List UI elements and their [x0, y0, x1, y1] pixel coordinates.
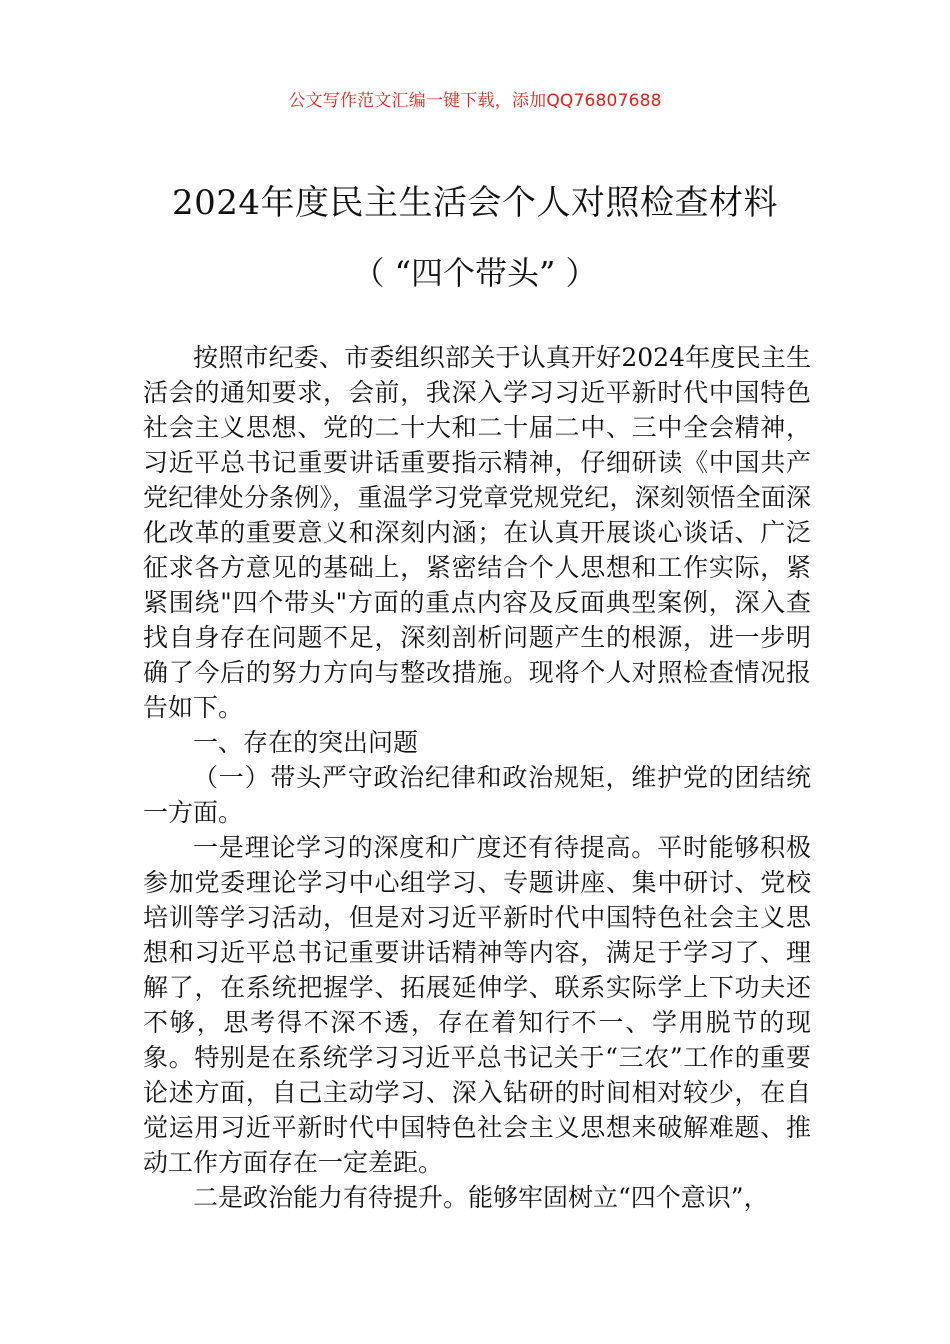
body-paragraph: 二是政治能力有待提升。能够牢固树立“四个意识”， — [193, 1183, 769, 1212]
body-paragraph: 一是理论学习的深度和广度还有待提高。平时能够积极参加党委理论学习中心组学习、专题讲座、集中研讨、党校培训等学习活动，但是对习近平新时代中国特色社会主义思想和习近平总书记重要讲话精神等内容，满足于学习了、理解了，在系统把握学、拓展延伸学、联系实际学上下功夫还不够，思考得不深不透，存在着知行不一、学用脱节的现象。特别是在系统学习习近平总书记关于“三农”工作的重要论述方面，自己主动学习、深入钻研的时间相对较少，在自觉运用习近平新时代中国特色社会主义思想来破解难题、推动工作方面存在一定差距。 — [143, 833, 811, 1177]
document-title: 2024年度民主生活会个人对照检查材料 — [171, 183, 779, 223]
intro-paragraph: 按照市纪委、市委组织部关于认真开好2024年度民主生活会的通知要求，会前，我深入学习习近平新时代中国特色社会主义思想、党的二十大和二十届二中、三中全会精神，习近平总书记重要讲话重要指示精神，仔细研读《中国共产党纪律处分条例》，重温学习党章党规党纪，深刻领悟全面深化改革的重要意义和深刻内涵；在认真开展谈心谈话、广泛征求各方意见的基础上，紧密结合个人思想和工作实际，紧紧围绕"四个带头"方面的重点内容及反面典型案例，深入查找自身存在问题不足，深刻剖析问题产生的根源，进一步明确了今后的努力方向与整改措施。现将个人对照检查情况报告如下。 — [143, 343, 811, 722]
section-heading: 一、存在的突出问题 — [193, 728, 419, 757]
download-notice: 公文写作范文汇编一键下载，添加QQ76807688 — [288, 91, 662, 111]
document-body — [143, 340, 811, 1215]
document-subtitle: （ “四个带头” ） — [352, 254, 598, 292]
subsection-heading: （一）带头严守政治纪律和政治规矩，维护党的团结统一方面。 — [143, 763, 811, 827]
